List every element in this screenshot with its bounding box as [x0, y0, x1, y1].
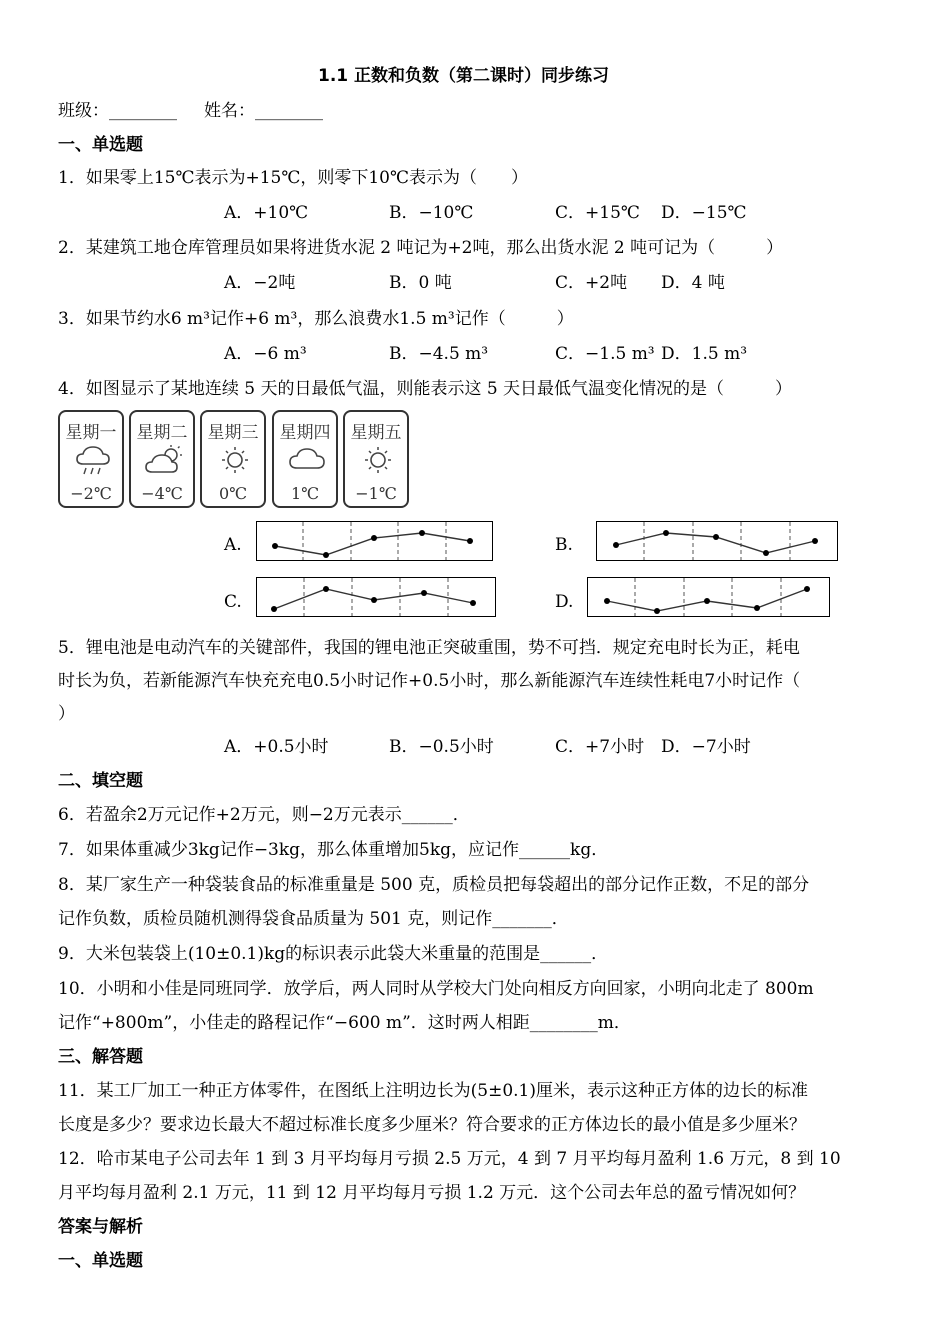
q1-option-a[interactable]: A．+10℃	[224, 203, 309, 223]
question-5-line2: 时长为负，若新能源汽车快充充电0.5小时记作+0.5小时，那么新能源汽车连续性耗电7小时记作（	[58, 671, 801, 691]
q1-option-c[interactable]: C．+15℃	[555, 203, 640, 223]
q3-option-b[interactable]: B．−4.5 m³	[389, 344, 489, 364]
question-8-line2: 记作负数，质检员随机测得袋食品质量为 501 克，则记作_______．	[58, 909, 569, 929]
question-2: 2．某建筑工地仓库管理员如果将进货水泥 2 吨记为+2吨，那么出货水泥 2 吨可记为（ ）	[58, 238, 784, 258]
question-8-line1: 8．某厂家生产一种袋装食品的标准重量是 500 克，质检员把每袋超出的部分记作正数，不足的部分	[58, 875, 810, 895]
answers-section-heading: 一、单选题	[58, 1251, 143, 1271]
q1-option-d[interactable]: D．−15℃	[661, 203, 747, 223]
partly-cloudy-icon	[144, 444, 184, 480]
cloud-icon	[287, 444, 327, 480]
q2-option-c[interactable]: C．+2吨	[555, 273, 628, 293]
q3-option-d[interactable]: D．1.5 m³	[661, 344, 748, 364]
question-5-line1: 5．锂电池是电动汽车的关键部件，我国的锂电池正突破重围，势不可挡．规定充电时长为正，耗电	[58, 638, 800, 658]
weather-card-wednesday	[200, 410, 266, 508]
weather-card-friday	[343, 410, 409, 508]
question-9: 9．大米包装袋上(10±0.1)kg的标识表示此袋大米重量的范围是______．	[58, 944, 609, 964]
q4-option-d-chart[interactable]	[587, 577, 830, 617]
q3-option-c[interactable]: C．−1.5 m³	[555, 344, 655, 364]
q2-option-a[interactable]: A．−2吨	[224, 273, 296, 293]
q5-option-b[interactable]: B．−0.5小时	[389, 737, 494, 757]
weather-card-tuesday	[129, 410, 195, 508]
q5-option-d[interactable]: D．−7小时	[661, 737, 751, 757]
question-11-line2: 长度是多少？要求边长最大不超过标准长度多少厘米？符合要求的正方体边长的最小值是多少厘米？	[58, 1115, 806, 1135]
q4-option-c-chart[interactable]	[256, 577, 496, 617]
question-4: 4．如图显示了某地连续 5 天的日最低气温，则能表示这 5 天日最低气温变化情况的是（ ）	[58, 379, 793, 399]
section-heading-fill-blank: 二、填空题	[58, 771, 143, 791]
name-label: 姓名：________	[204, 101, 323, 121]
question-10-line2: 记作“+800m”，小佳走的路程记作“−600 m”．这时两人相距________m．	[58, 1013, 631, 1033]
weather-card-monday	[58, 410, 124, 508]
weather-temp: 1℃	[290, 484, 320, 503]
section-heading-single-choice: 一、单选题	[58, 135, 143, 155]
question-12-line2: 月平均每月盈利 2.1 万元，11 到 12 月平均每月亏损 1.2 万元．这个公司去年总的盈亏情况如何？	[58, 1183, 806, 1203]
weather-temp: −2℃	[70, 484, 112, 503]
q2-option-b[interactable]: B．0 吨	[389, 273, 452, 293]
q3-option-a[interactable]: A．−6 m³	[224, 344, 307, 364]
weather-temp: −4℃	[141, 484, 183, 503]
page-title: 1.1 正数和负数（第二课时）同步练习	[318, 66, 610, 86]
sun-icon	[358, 444, 398, 480]
q5-option-a[interactable]: A．+0.5小时	[224, 737, 329, 757]
section-heading-answer: 三、解答题	[58, 1047, 143, 1067]
q4-option-d-label[interactable]: D.	[555, 592, 574, 612]
q4-option-a-label[interactable]: A.	[224, 535, 242, 555]
weather-temp: −1℃	[355, 484, 397, 503]
q2-option-d[interactable]: D．4 吨	[661, 273, 725, 293]
sun-icon	[215, 444, 255, 480]
weather-day: 星期一	[65, 423, 117, 443]
question-6: 6．若盈余2万元记作+2万元，则−2万元表示______．	[58, 805, 470, 825]
weather-day: 星期五	[350, 423, 402, 443]
question-7: 7．如果体重减少3kg记作−3kg，那么体重增加5kg，应记作______kg．	[58, 840, 609, 860]
rain-cloud-icon	[73, 444, 113, 480]
class-label: 班级：________	[58, 101, 177, 121]
question-12-line1: 12．哈市某电子公司去年 1 到 3 月平均每月亏损 2.5 万元，4 到 7 月平均每月盈利 1.6 万元，8 到 10	[58, 1149, 841, 1169]
question-11-line1: 11．某工厂加工一种正方体零件，在图纸上注明边长为(5±0.1)厘米，表示这种正方体的边长的标准	[58, 1081, 808, 1101]
q1-option-b[interactable]: B．−10℃	[389, 203, 474, 223]
weather-temp: 0℃	[218, 484, 248, 503]
q5-option-c[interactable]: C．+7小时	[555, 737, 645, 757]
weather-day: 星期四	[279, 423, 331, 443]
q4-option-c-label[interactable]: C.	[224, 592, 242, 612]
question-3: 3．如果节约水6 m³记作+6 m³，那么浪费水1.5 m³记作（ ）	[58, 309, 574, 329]
q4-option-b-chart[interactable]	[596, 521, 838, 561]
weather-day: 星期二	[136, 423, 188, 443]
q4-option-a-chart[interactable]	[256, 521, 493, 561]
question-1: 1．如果零上15℃表示为+15℃，则零下10℃表示为（ ）	[58, 168, 529, 188]
answers-heading: 答案与解析	[58, 1217, 143, 1237]
q4-option-b-label[interactable]: B.	[555, 535, 573, 555]
question-5-line3: ）	[58, 704, 75, 724]
question-10-line1: 10．小明和小佳是同班同学．放学后，两人同时从学校大门处向相反方向回家，小明向北走了 800m	[58, 979, 814, 999]
weather-card-thursday	[272, 410, 338, 508]
weather-day: 星期三	[207, 423, 259, 443]
